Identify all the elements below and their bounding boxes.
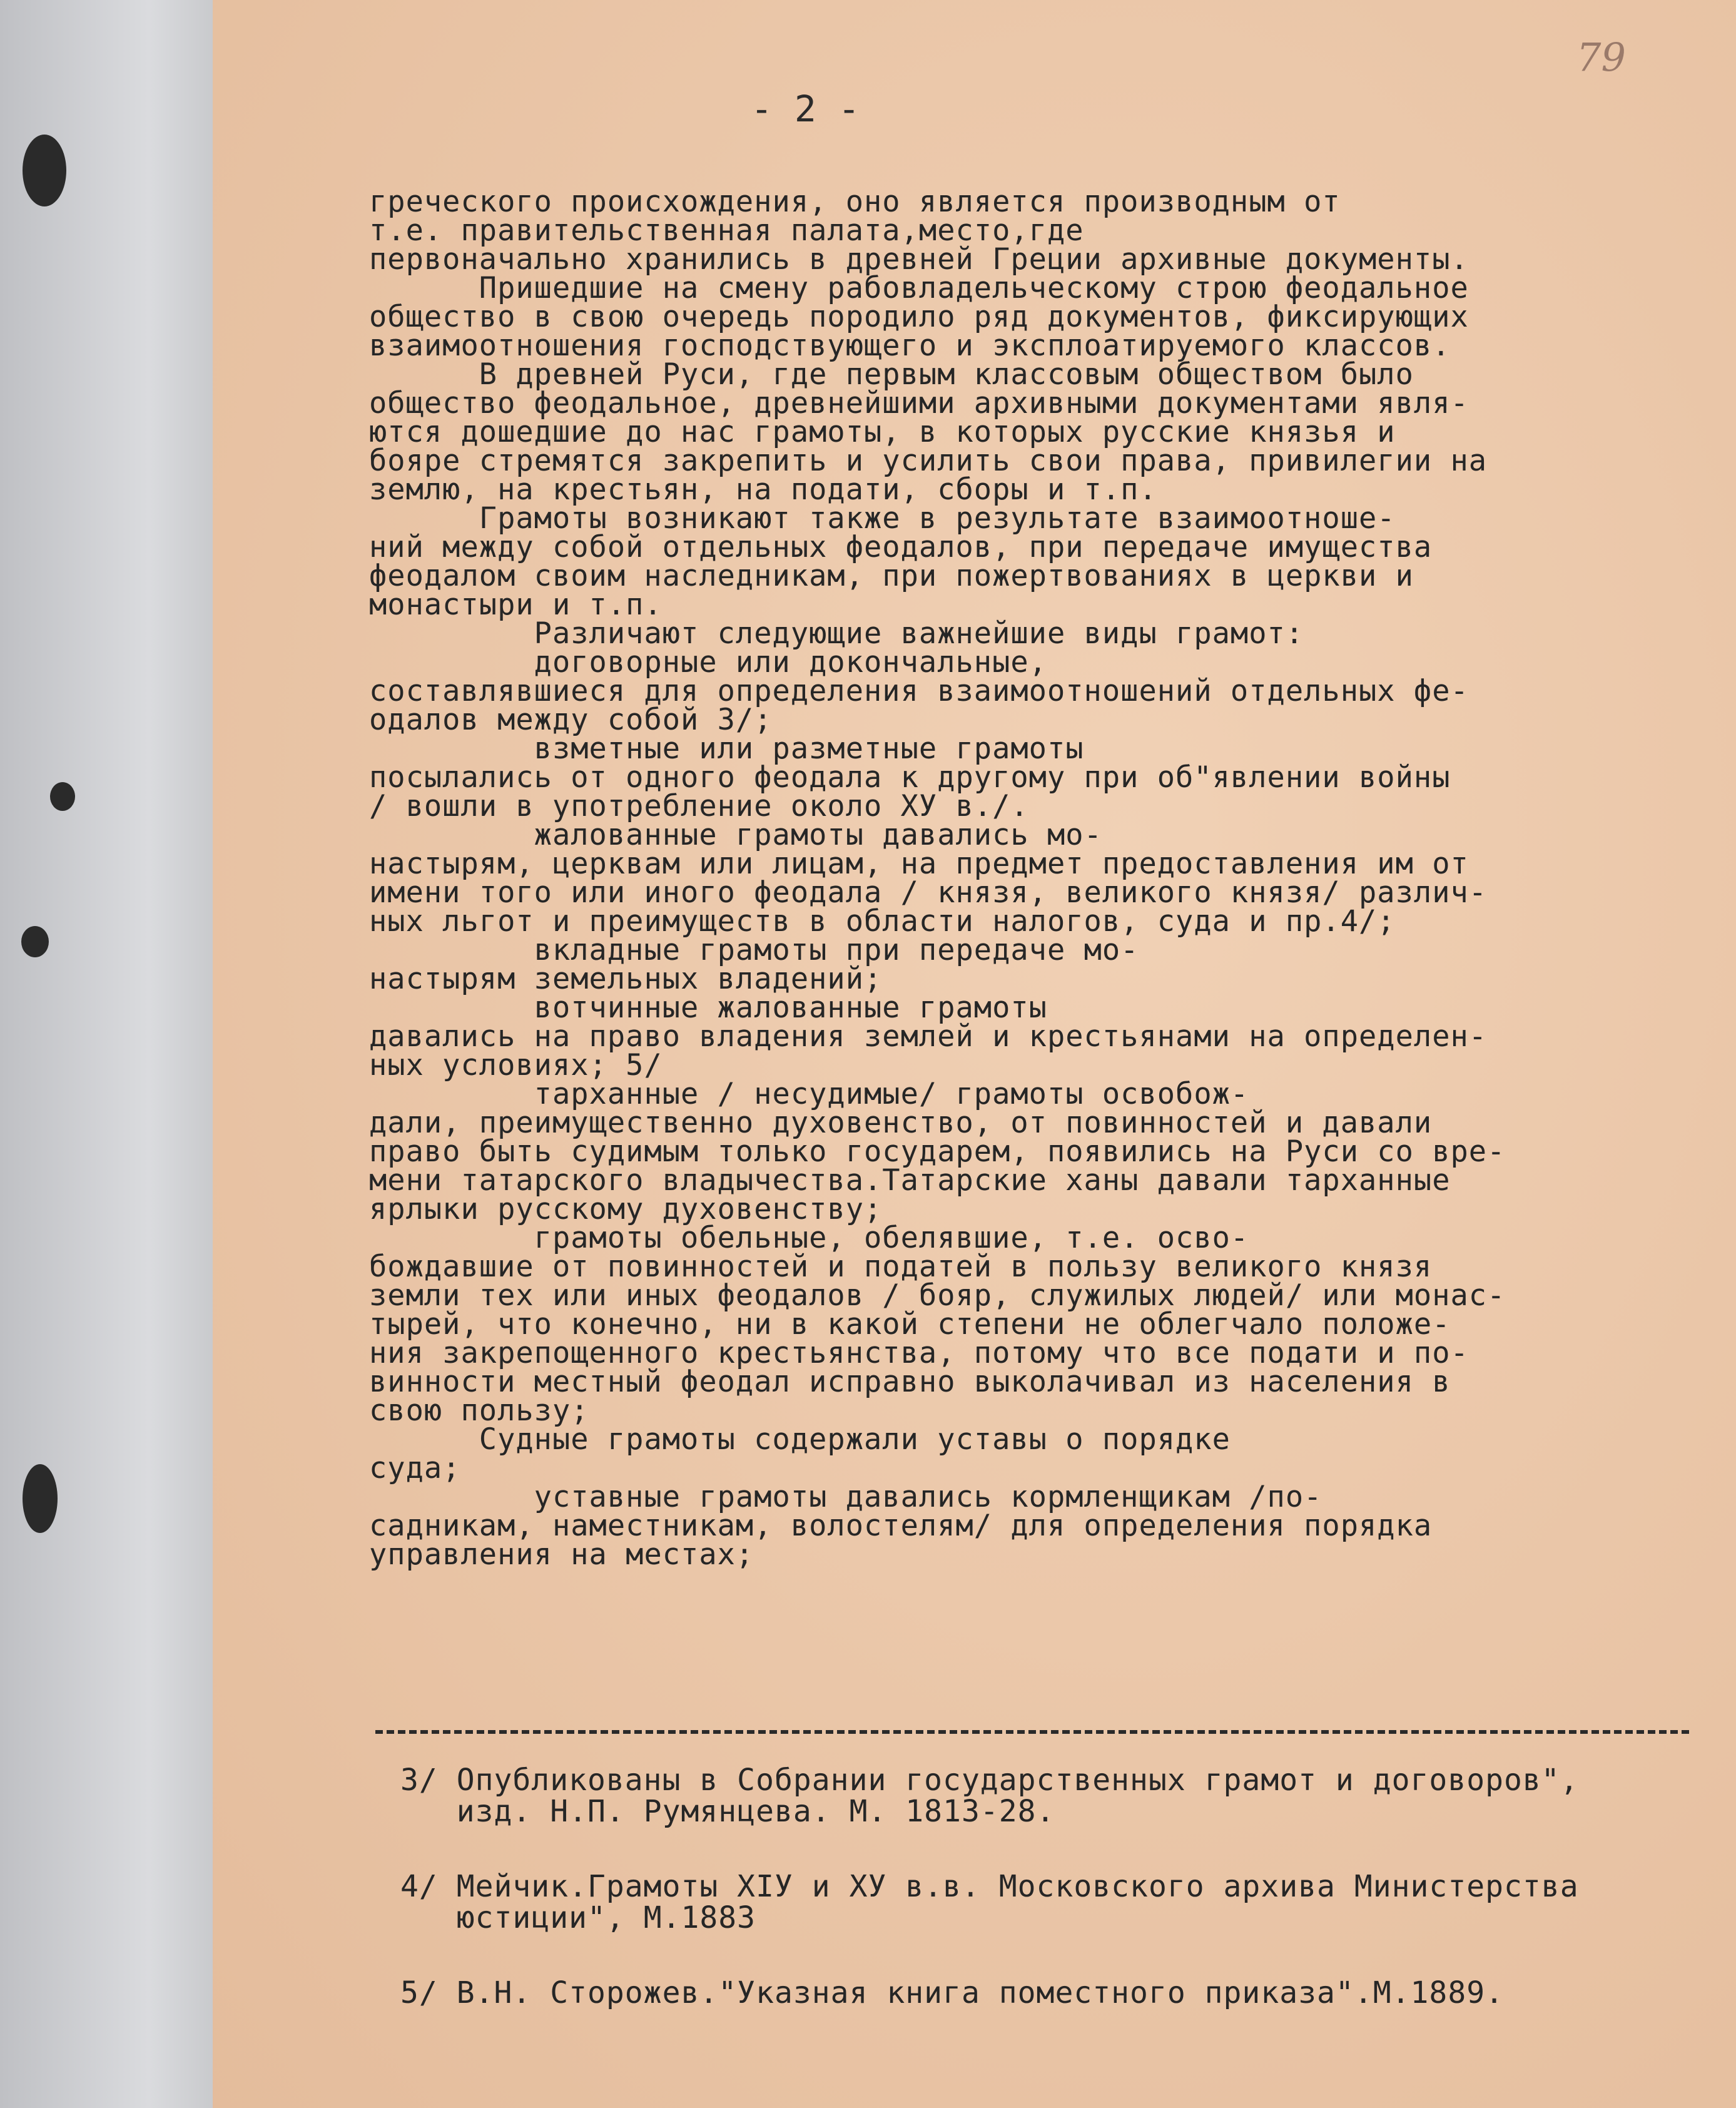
- text-line: т.е. правительственная палата,место,где: [369, 213, 1084, 248]
- footnote-line: изд. Н.П. Румянцева. М. 1813-28.: [400, 1794, 1055, 1829]
- text-line: настырям, церквам или лицам, на предмет предоставления им от: [369, 847, 1469, 881]
- folio-number: 79: [1576, 34, 1626, 80]
- text-line: Различают следующие важнейшие виды грамот:: [369, 616, 1304, 651]
- text-line: бояре стремятся закрепить и усилить свои права, привилегии на: [369, 444, 1488, 478]
- footnote-5: [400, 1977, 1720, 2009]
- footnote-separator: [375, 1730, 1689, 1734]
- text-line: винности местный феодал исправно выколачивал из населения в: [369, 1365, 1451, 1399]
- text-line: договорные или докончальные,: [369, 645, 1047, 680]
- text-line: / вошли в употребление около ХУ в./.: [369, 789, 1029, 823]
- text-line: земли тех или иных феодалов / бояр, служилых людей/ или монас-: [369, 1278, 1506, 1313]
- footnote-line: 3/ Опубликованы в Собрании государственных грамот и договоров",: [400, 1763, 1579, 1798]
- text-line: садникам, наместникам, волостелям/ для определения порядка: [369, 1509, 1433, 1543]
- text-line: настырям земельных владений;: [369, 962, 883, 996]
- footnote-4: [400, 1871, 1720, 1933]
- text-line: уставные грамоты давались кормленщикам /по-: [369, 1480, 1322, 1514]
- document-body: [369, 185, 1689, 1572]
- text-line: общество в свою очередь породило ряд документов, фиксирующих: [369, 300, 1469, 334]
- punch-hole: [21, 926, 49, 957]
- text-line: ных условиях; 5/: [369, 1048, 662, 1082]
- text-line: первоначально хранились в древней Греции архивные документы.: [369, 242, 1469, 277]
- text-line: одалов между собой 3/;: [369, 703, 773, 737]
- text-line: тарханные / несудимые/ грамоты освобож-: [369, 1077, 1249, 1111]
- text-line: греческого происхождения, оно является производным от: [369, 185, 1341, 219]
- text-line: управления на местах;: [369, 1537, 754, 1572]
- footnote-3: [400, 1764, 1720, 1827]
- text-line: ных льгот и преимуществ в области налогов, суда и пр.4/;: [369, 904, 1396, 939]
- text-line: право быть судимым только государем, появились на Руси со вре-: [369, 1134, 1506, 1169]
- text-line: Пришедшие на смену рабовладельческому строю феодальное: [369, 271, 1469, 305]
- text-line: вкладные грамоты при передаче мо-: [369, 933, 1139, 967]
- text-line: составлявшиеся для определения взаимоотношений отдельных фе-: [369, 674, 1469, 708]
- text-line: Грамоты возникают также в результате взаимоотноше-: [369, 501, 1396, 536]
- text-line: суда;: [369, 1451, 461, 1485]
- punch-hole: [23, 1464, 58, 1533]
- text-line: Судные грамоты содержали уставы о порядке: [369, 1422, 1231, 1457]
- footnote-line: юстиции", М.1883: [400, 1900, 756, 1935]
- text-line: вотчинные жалованные грамоты: [369, 990, 1047, 1025]
- punch-hole: [50, 782, 75, 811]
- text-line: общество феодальное, древнейшими архивными документами явля-: [369, 386, 1469, 420]
- text-line: давались на право владения землей и крестьянами на определен-: [369, 1019, 1488, 1054]
- text-line: В древней Руси, где первым классовым обществом было: [369, 357, 1414, 392]
- text-line: взаимоотношения господствующего и эксплоатируемого классов.: [369, 328, 1451, 363]
- text-line: землю, на крестьян, на подати, сборы и т.п.: [369, 472, 1157, 507]
- text-line: ний между собой отдельных феодалов, при передаче имущества: [369, 530, 1433, 564]
- page-number: - 2 -: [751, 88, 860, 130]
- text-line: взметные или разметные грамоты: [369, 731, 1084, 766]
- text-line: монастыри и т.п.: [369, 588, 662, 622]
- text-line: имени того или иного феодала / князя, великого князя/ различ-: [369, 875, 1488, 910]
- text-line: бождавшие от повинностей и податей в пользу великого князя: [369, 1250, 1433, 1284]
- text-line: посылались от одного феодала к другому при об"явлении войны: [369, 760, 1451, 795]
- footnote-line: 5/ В.Н. Сторожев."Указная книга поместного приказа".М.1889.: [400, 1975, 1505, 2010]
- text-line: дали, преимущественно духовенство, от повинностей и давали: [369, 1106, 1433, 1140]
- text-line: жалованные грамоты давались мо-: [369, 818, 1102, 852]
- text-line: ются дошедшие до нас грамоты, в которых русские князья и: [369, 415, 1396, 449]
- text-line: ния закрепощенного крестьянства, потому что все подати и по-: [369, 1336, 1469, 1370]
- scanner-margin: [0, 0, 213, 2108]
- text-line: грамоты обельные, обелявшие, т.е. осво-: [369, 1221, 1249, 1255]
- text-line: свою пользу;: [369, 1393, 589, 1428]
- text-line: мени татарского владычества.Татарские ханы давали тарханные: [369, 1163, 1451, 1198]
- text-line: тырей, что конечно, ни в какой степени не облегчало положе-: [369, 1307, 1451, 1342]
- text-line: феодалом своим наследникам, при пожертвованиях в церкви и: [369, 559, 1414, 593]
- punch-hole: [23, 135, 66, 206]
- footnote-line: 4/ Мейчик.Грамоты XIУ и ХУ в.в. Московского архива Министерства: [400, 1869, 1579, 1904]
- text-line: ярлыки русскому духовенству;: [369, 1192, 883, 1226]
